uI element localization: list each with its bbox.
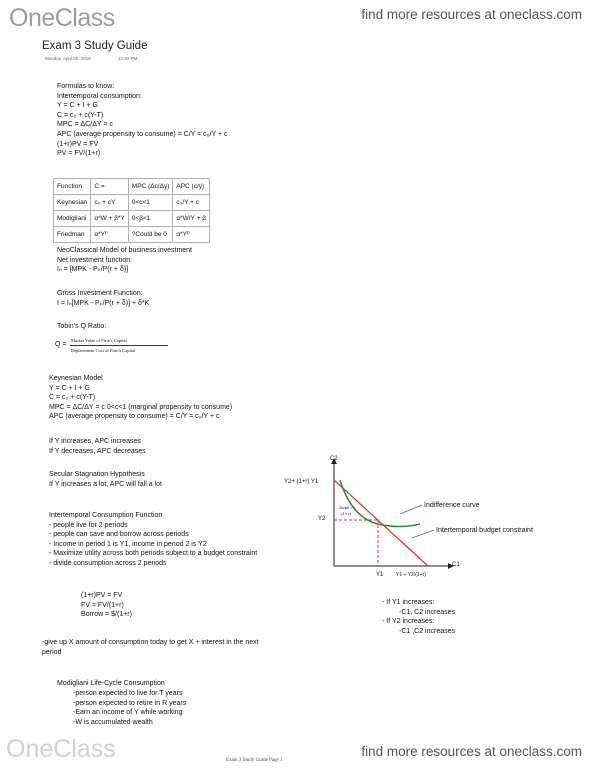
page-title: Exam 3 Study Guide bbox=[42, 40, 148, 52]
formulas-line: MPC = ΔC/ΔY = c bbox=[57, 121, 113, 129]
table-cell: 0<c<1 bbox=[128, 195, 173, 211]
c2-axis-label: C2 bbox=[330, 456, 338, 462]
table-cell: Modigliani bbox=[54, 211, 91, 227]
neoclassical-line: Net investment function: bbox=[57, 256, 133, 264]
modigliani-line: Modigliani Life-Cycle Consumption bbox=[57, 680, 165, 687]
fraction-bar bbox=[70, 345, 168, 346]
pv-line: FV = FV/(1+r) bbox=[81, 601, 124, 609]
neoclassical-line: Iₙ = [MPK - Pₖ/P(r + δ)] bbox=[57, 266, 129, 274]
table-header-cell: Function bbox=[54, 179, 91, 195]
table-cell: α*W/Y + β bbox=[173, 211, 210, 227]
intertemporal-line: - Maximize utility across both periods subject to a budget constraint bbox=[49, 550, 258, 558]
apc-line: If Y increases, APC increases bbox=[49, 438, 141, 445]
giveup-line: -give up X amount of consumption today to get X + interest in the next bbox=[42, 639, 259, 646]
increase-line: -C1, C2 increases bbox=[399, 608, 456, 616]
increase-notes bbox=[382, 598, 455, 636]
intertemporal-line: - people can save and borrow across periods bbox=[49, 531, 189, 539]
intertemporal-line: - people live for 2 periods bbox=[49, 521, 128, 529]
keynesian-line: C = c₀ + c(Y-T) bbox=[49, 394, 96, 402]
indifference-curve-label: Indifference curve bbox=[424, 502, 480, 509]
page-label: Exam 3 Study Guide Page 1 bbox=[226, 758, 283, 763]
q-denominator: Replacement Cost of Firm's Capital bbox=[71, 348, 136, 353]
budget-line bbox=[334, 480, 428, 566]
modigliani-line: -W is accumulated wealth bbox=[73, 718, 153, 726]
giveup-block bbox=[42, 638, 259, 657]
q-label: Q = bbox=[55, 341, 67, 348]
table-row bbox=[54, 195, 210, 211]
intertemporal-block bbox=[49, 511, 257, 569]
table-header-cell: C = bbox=[91, 179, 128, 195]
slope-value: -(1+ r) bbox=[340, 511, 351, 516]
keynesian-block bbox=[49, 374, 232, 422]
table-cell: Friedman bbox=[54, 227, 91, 243]
y-intercept-label: Y2+ (1+r) Y1 bbox=[284, 479, 319, 485]
gross-investment-block bbox=[57, 289, 149, 308]
c1-axis-label: C1 bbox=[452, 562, 460, 568]
table-cell: c₀ + cY bbox=[91, 195, 128, 211]
table-cell: Keynesian bbox=[54, 195, 91, 211]
formulas-line: Y = C + I + G bbox=[57, 102, 98, 110]
modigliani-list bbox=[73, 689, 186, 727]
resources-link-footer[interactable]: find more resources at oneclass.com bbox=[361, 744, 582, 759]
pv-line: Borrow = $/(1+r) bbox=[81, 611, 132, 619]
table-cell: α*W + β*Y bbox=[91, 211, 128, 227]
doc-date: Monday, April 25, 2016 bbox=[45, 56, 91, 61]
indiff-pointer bbox=[400, 505, 422, 514]
keynesian-line: MPC = ΔC/ΔY = c 0<c<1 (marginal propensity to consume) bbox=[49, 403, 233, 411]
gross-line: I = Iₙ[MPK - Pₖ/P(r + δ)] + δ*K bbox=[57, 299, 150, 307]
slope-label: Slope = bbox=[339, 505, 353, 510]
table-header-cell: MPC (Δc/Δy) bbox=[128, 179, 173, 195]
table-row bbox=[54, 227, 210, 243]
resources-link[interactable]: find more resources at oneclass.com bbox=[361, 7, 582, 22]
tobin-heading-text: Tobin's Q Ratio: bbox=[57, 323, 107, 330]
table-cell: 0<β<1 bbox=[128, 211, 173, 227]
neoclassical-line: NeoClassical Model of business investment bbox=[57, 247, 193, 254]
intertemporal-line: - divide consumption across 2 periods bbox=[49, 559, 167, 567]
budget-constraint-label: Intertemporal budget constraint bbox=[436, 527, 533, 534]
pv-line: (1+r)PV = FV bbox=[81, 592, 123, 599]
formulas-line: Intertemporal consumption: bbox=[57, 92, 142, 100]
oneclass-logo-footer[interactable]: OneClass bbox=[6, 735, 116, 763]
table-header-row bbox=[54, 179, 210, 195]
y1-label: Y1 bbox=[376, 572, 384, 578]
increase-line: - If Y2 increases: bbox=[382, 618, 435, 626]
table-cell: ?Could be 0 bbox=[128, 227, 173, 243]
tobin-heading bbox=[57, 322, 106, 332]
table-cell: c₀/Y + c bbox=[173, 195, 210, 211]
formulas-line: C = c₀ + c(Y-T) bbox=[57, 111, 104, 119]
keynesian-line: Keynesian Model bbox=[49, 375, 103, 382]
table-cell: α*Yᴾ bbox=[91, 227, 128, 243]
q-numerator: Market Value of Firm's Capital bbox=[71, 338, 127, 343]
y2-label: Y2 bbox=[318, 516, 326, 522]
secular-line: Secular Stagnation Hypothesis bbox=[49, 471, 145, 478]
apc-line: If Y decreases, APC decreases bbox=[49, 447, 146, 455]
x-intercept-label: Y1 + Y2/(1+r) bbox=[396, 572, 426, 578]
modigliani-line: -Earn an income of Y while working bbox=[73, 709, 183, 717]
gross-line: Gross Investment Function: bbox=[57, 290, 143, 297]
budget-pointer bbox=[412, 530, 434, 538]
table-cell: α*Yᴾ bbox=[173, 227, 210, 243]
intertemporal-graph bbox=[300, 450, 470, 585]
intertemporal-line: Intertemporal Consumption Function bbox=[49, 512, 163, 519]
secular-line: If Y increases a lot, APC will fall a lot bbox=[49, 480, 162, 488]
secular-block bbox=[49, 470, 162, 489]
keynesian-line: Y = C + I + G bbox=[49, 384, 90, 392]
neoclassical-block bbox=[57, 246, 192, 275]
increase-line: - If Y1 increases: bbox=[382, 599, 435, 606]
apc-notes bbox=[49, 437, 146, 456]
oneclass-logo[interactable]: OneClass bbox=[9, 4, 115, 32]
formulas-line: PV = FV/(1+r) bbox=[57, 150, 101, 158]
table-row bbox=[54, 211, 210, 227]
doc-time: 12:22 PM bbox=[118, 56, 138, 61]
modigliani-heading bbox=[57, 679, 165, 689]
table-header-cell: APC (c/y) bbox=[173, 179, 210, 195]
keynesian-line: APC (average propensity to consume) = C/Y = c₀/Y + c bbox=[49, 413, 220, 421]
consumption-function-table bbox=[53, 178, 210, 243]
formulas-line: Formulas to know: bbox=[57, 83, 115, 90]
formulas-line: (1+r)PV = FV bbox=[57, 140, 99, 148]
modigliani-line: -person expected to retire in R years bbox=[73, 699, 187, 707]
intertemporal-line: - Income in period 1 is Y1, income in period 2 is Y2 bbox=[49, 540, 207, 548]
increase-line: -C1 ,C2 increases bbox=[399, 627, 456, 635]
modigliani-line: -person expected to live for T years bbox=[73, 690, 183, 697]
pv-block bbox=[81, 591, 132, 620]
giveup-line: period bbox=[42, 648, 62, 656]
formulas-block bbox=[57, 82, 228, 159]
formulas-line: APC (average propensity to consume) = C/Y = c₀/Y + c bbox=[57, 130, 228, 138]
